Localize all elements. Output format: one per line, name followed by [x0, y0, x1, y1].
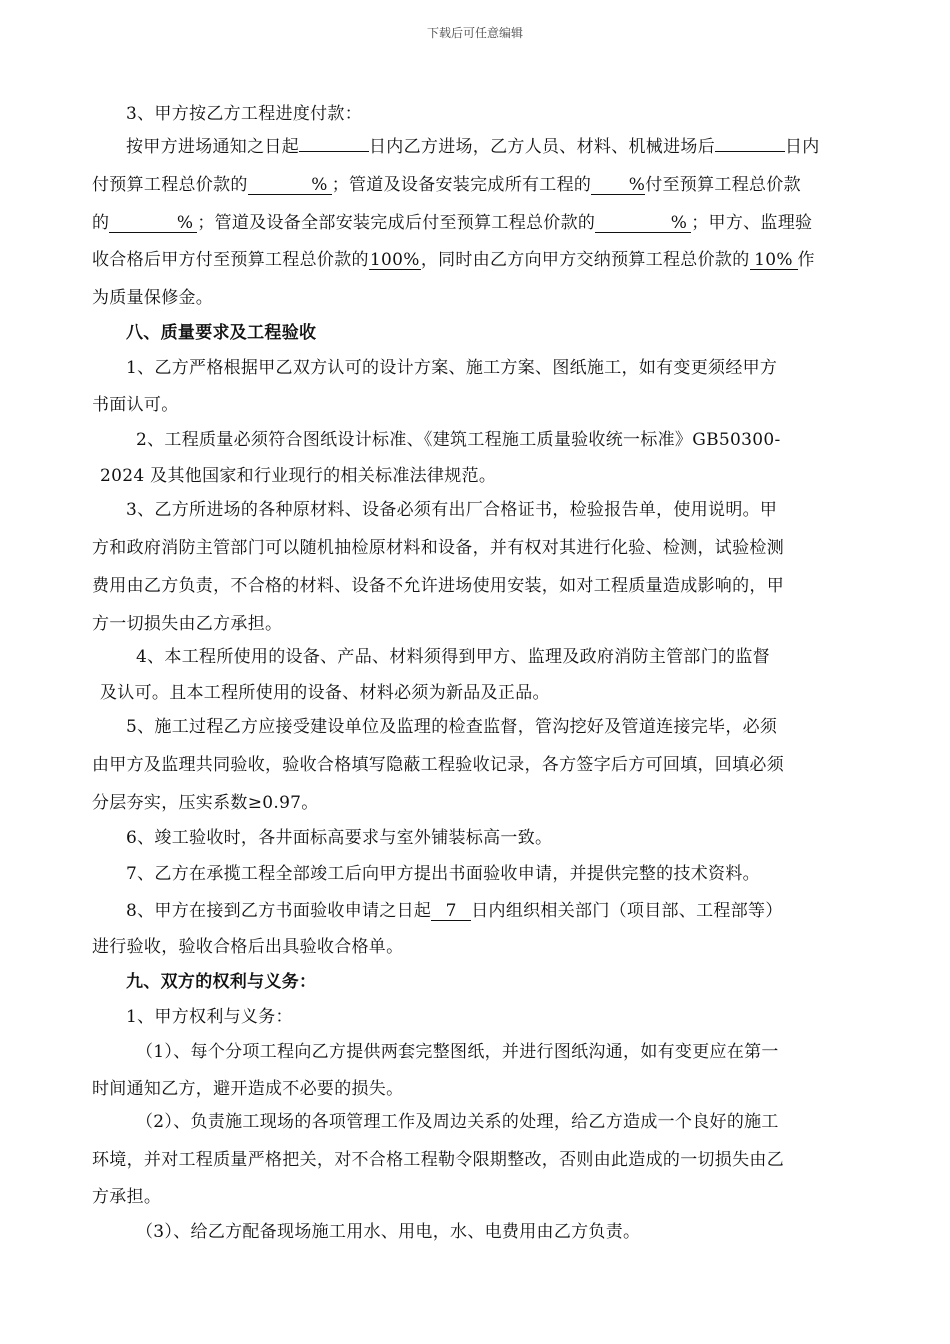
percent-blank[interactable]: %: [591, 176, 645, 195]
text: 日内组织相关部门（项目部、工程部等）: [471, 901, 783, 921]
text: 8、甲方在接到乙方书面验收申请之日起: [126, 901, 432, 921]
clause-8-1-line-1: 1、乙方严格根据甲乙双方认可的设计方案、施工方案、图纸施工，如有变更须经甲方: [126, 358, 778, 378]
days-value[interactable]: 7: [431, 902, 471, 921]
clause-8-5-line-1: 5、施工过程乙方应接受建设单位及监理的检查监督，管沟挖好及管道连接完毕，必须: [126, 717, 778, 737]
item-2-line-2: 环境，并对工程质量严格把关，对不合格工程勒令限期整改，否则由此造成的一切损失由乙: [92, 1150, 784, 1170]
text: 付至预算工程总价款: [645, 175, 801, 195]
clause-8-8-line-2: 进行验收，验收合格后出具验收合格单。: [92, 937, 404, 957]
percent-blank[interactable]: %: [109, 214, 197, 233]
item-1-line-1: （1）、每个分项工程向乙方提供两套完整图纸，并进行图纸沟通，如有变更应在第一: [136, 1042, 779, 1062]
item-1-line-2: 时间通知乙方，避开造成不必要的损失。: [92, 1079, 404, 1099]
text: ，同时由乙方向甲方交纳预算工程总价款的: [420, 250, 750, 270]
blank-field[interactable]: [715, 151, 785, 152]
clause-8-2-line-2: 2024 及其他国家和行业现行的相关标准法律规范。: [100, 466, 497, 486]
text: 收合格后甲方付至预算工程总价款的: [92, 250, 369, 270]
clause-8-4-line-2: 及认可。且本工程所使用的设备、材料必须为新品及正品。: [100, 683, 550, 703]
clause-8-1-line-2: 书面认可。: [92, 395, 179, 415]
page-header: 下载后可任意编辑: [426, 26, 523, 40]
text: 的: [92, 213, 110, 233]
payment-line-3: [92, 213, 812, 233]
text: 日内: [785, 137, 820, 157]
clause-3-title: 3、甲方按乙方工程进度付款：: [126, 104, 363, 124]
clause-8-5-line-3: 分层夯实，压实系数≥0.97。: [92, 793, 319, 813]
text: ；管道及设备安装完成所有工程的: [331, 175, 592, 195]
percent-value[interactable]: 10%: [750, 251, 798, 270]
clause-8-6: 6、竣工验收时，各井面标高要求与室外铺装标高一致。: [126, 828, 553, 848]
clause-8-3-line-3: 费用由乙方负责，不合格的材料、设备不允许进场使用安装，如对工程质量造成影响的，甲: [92, 576, 784, 596]
text: 按甲方进场通知之日起: [126, 137, 299, 157]
clause-8-3-line-1: 3、乙方所进场的各种原材料、设备必须有出厂合格证书，检验报告单，使用说明。甲: [126, 500, 778, 520]
item-2-line-1: （2）、负责施工现场的各项管理工作及周边关系的处理，给乙方造成一个良好的施工: [136, 1112, 779, 1132]
payment-line-2: [92, 175, 801, 195]
percent-value[interactable]: 100%: [369, 250, 420, 270]
clause-8-5-line-2: 由甲方及监理共同验收，验收合格填写隐蔽工程验收记录，各方签字后方可回填，回填必须: [92, 755, 784, 775]
clause-8-3-line-4: 方一切损失由乙方承担。: [92, 614, 283, 634]
blank-field[interactable]: [299, 151, 369, 152]
percent-blank[interactable]: %: [595, 214, 691, 233]
text: 日内乙方进场，乙方人员、材料、机械进场后: [369, 137, 715, 157]
clause-8-8-line-1: [126, 901, 783, 921]
clause-9-1-title: 1、甲方权利与义务：: [126, 1007, 293, 1027]
text: 作: [797, 250, 815, 270]
item-2-line-3: 方承担。: [92, 1187, 162, 1207]
clause-8-7: 7、乙方在承揽工程全部竣工后向甲方提出书面验收申请，并提供完整的技术资料。: [126, 864, 760, 884]
item-3: （3）、给乙方配备现场施工用水、用电，水、电费用由乙方负责。: [136, 1222, 641, 1242]
percent-blank[interactable]: %: [248, 176, 332, 195]
section-9-heading: 九、双方的权利与义务：: [126, 972, 317, 992]
text: ；管道及设备全部安装完成后付至预算工程总价款的: [197, 213, 596, 233]
payment-line-4: [92, 250, 815, 270]
payment-line-5: 为质量保修金。: [92, 288, 214, 308]
text: ；甲方、监理验: [691, 213, 813, 233]
clause-8-4-line-1: 4、本工程所使用的设备、产品、材料须得到甲方、监理及政府消防主管部门的监督: [136, 647, 770, 667]
text: 付预算工程总价款的: [92, 175, 248, 195]
payment-line-1: [126, 137, 820, 157]
clause-8-2-line-1: 2、工程质量必须符合图纸设计标准、《建筑工程施工质量验收统一标准》GB50300-: [136, 430, 781, 450]
clause-8-3-line-2: 方和政府消防主管部门可以随机抽检原材料和设备，并有权对其进行化验、检测，试验检测: [92, 538, 784, 558]
section-8-heading: 八、质量要求及工程验收: [126, 323, 317, 343]
